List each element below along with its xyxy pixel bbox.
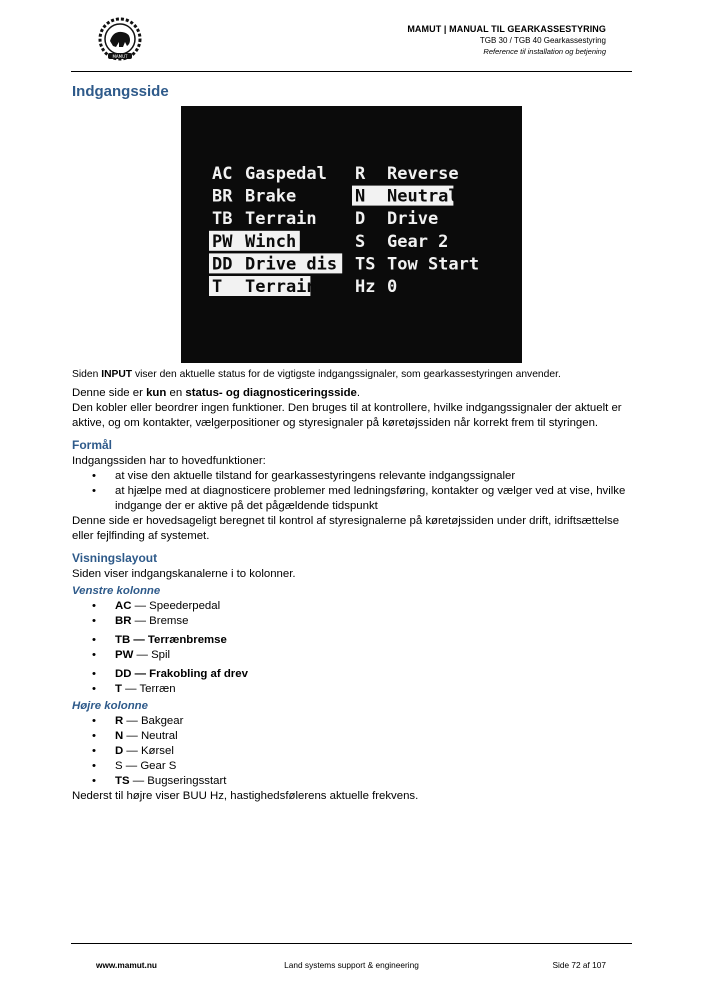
intro-text: Denne side er [72,387,147,399]
list-item [72,667,634,682]
intro-paragraph-1 [72,367,634,382]
footer-page-number: Side 72 af 107 [552,960,606,970]
subheading-right-column: Højre kolonne [72,700,148,712]
intro-paragraph-2 [72,386,634,401]
screen-row-r [355,164,459,184]
footer-tagline: Land systems support & engineering [284,960,419,970]
document-body [72,367,634,804]
screen-code: BR [212,186,233,207]
screen-row-d [355,209,438,229]
screen-label: Reverse [387,164,459,184]
signal-code: D [115,745,124,757]
screen-label: Tow Start [387,254,480,275]
screen-label: Drive dis [245,254,338,275]
intro-text: Siden [72,369,102,380]
layout-closing: Nederst til højre viser BUU Hz, hastighedsfølerens aktuelle frekvens. [72,790,419,802]
intro-bold: kun [146,387,167,399]
screen-label: Terrain [245,277,317,297]
list-item [72,648,634,663]
signal-desc: S — Gear S [115,760,177,772]
screen-code: D [355,209,366,230]
intro-paragraph-3: Den kobler eller beordrer ingen funktioner. Den bruges til at kontrollere, hvilke indgangssignaler der aktuelt er aktive, og om kontakter, vælgerpositioner og styresignaler på køretøjssiden når korrekt frem til styringen. [72,402,622,429]
footer-rule [71,943,632,944]
screen-code: S [355,231,366,252]
screen-code: T [212,277,223,297]
screen-row-dd [209,253,342,274]
screen-row-n [352,186,459,207]
list-item [72,774,634,789]
list-item: • at hjælpe med at diagnosticere problemer med ledningsføring, kontakter og vælger ved at vise, hvilke indgange der er aktive på det pågældende tidspunkt [72,484,634,514]
screen-row-br [212,187,296,207]
list-item [72,759,634,774]
signal-desc: — Terræn [121,683,176,695]
right-column-list [72,714,634,789]
screen-row-s [355,232,448,252]
screen-code: TB [212,209,233,230]
screen-row-pw [209,231,300,252]
screen-code: DD [212,254,233,275]
signal-desc: — Kørsel [123,745,174,757]
list-item [72,614,634,629]
screen-code: R [355,164,366,184]
screen-label: Brake [245,186,297,207]
signal-code: PW [115,649,134,661]
svg-text:MAMUT: MAMUT [112,54,128,59]
signal-code: R [115,715,124,727]
section-heading-formal: Formål [72,438,113,452]
screen-row-ts [355,254,479,274]
signal-code: AC [115,600,132,612]
intro-text: viser den aktuelle status for de vigtigste indgangssignaler, som gearkassestyringen anvender. [132,369,561,380]
header-subtitle: TGB 30 / TGB 40 Gearkassestyring [479,36,606,45]
intro-bold: status- og diagnosticeringsside [185,387,357,399]
screen-label: Neutral [387,186,459,207]
screen-row-tb [212,209,317,229]
screen-label: Gear 2 [387,231,449,252]
signal-desc: — Bugseringsstart [129,775,227,787]
screen-code: TS [355,254,376,275]
signal-desc: — Bremse [131,615,189,627]
left-column-list [72,599,634,697]
signal-desc: — Speederpedal [131,600,221,612]
screen-code: AC [212,164,233,184]
intro-input-keyword: INPUT [101,369,133,380]
screen-label: Drive [387,209,439,230]
list-item [72,682,634,697]
screen-code: PW [212,231,233,252]
footer-website[interactable]: www.mamut.nu [96,960,157,970]
list-item [72,729,634,744]
formal-lead: Indgangssiden har to hovedfunktioner: [72,455,266,467]
screen-label: Gaspedal [245,164,327,184]
list-item [72,633,634,648]
formal-closing: Denne side er hovedsageligt beregnet til kontrol af styresignalerne på køretøjssiden under drift, idriftsættelse eller fejlfinding af systemet. [72,515,620,542]
screen-row-t [209,276,317,297]
mamut-logo [95,17,145,63]
signal-code: BR [115,615,132,627]
screen-label: Terrain [245,209,317,230]
list-item [72,744,634,759]
list-item: • at vise den aktuelle tilstand for gearkassestyringens relevante indgangssignaler [72,469,634,484]
list-item [72,599,634,614]
header-title: MAMUT | MANUAL TIL GEARKASSESTYRING [407,24,606,34]
header-rule [71,71,632,72]
layout-lead: Siden viser indgangskanalerne i to kolonner. [72,568,296,580]
signal-desc: — Neutral [123,730,178,742]
document-header [407,24,606,57]
header-reference: Reference til installation og betjening [483,47,606,56]
page-title: Indgangsside [72,83,169,100]
signal-code: TB — Terrænbremse [115,634,227,646]
formal-list [72,469,634,514]
signal-code: T [115,683,122,695]
input-page-screen [181,106,522,363]
screen-code: N [355,186,366,207]
signal-code: DD — Frakobling af drev [115,668,248,680]
intro-text: en [166,387,186,399]
signal-code: N [115,730,124,742]
signal-desc: — Spil [133,649,171,661]
screen-label: 0 [387,277,398,297]
signal-desc: — Bakgear [123,715,184,727]
section-heading-layout: Visningslayout [72,551,158,565]
subheading-left-column: Venstre kolonne [72,585,161,597]
intro-text: . [356,387,361,399]
screen-code: Hz [355,277,376,297]
screen-row-hz [355,277,397,297]
screen-row-ac [212,164,327,184]
signal-code: TS [115,775,130,787]
list-item [72,714,634,729]
screen-label: Winch [245,231,297,252]
